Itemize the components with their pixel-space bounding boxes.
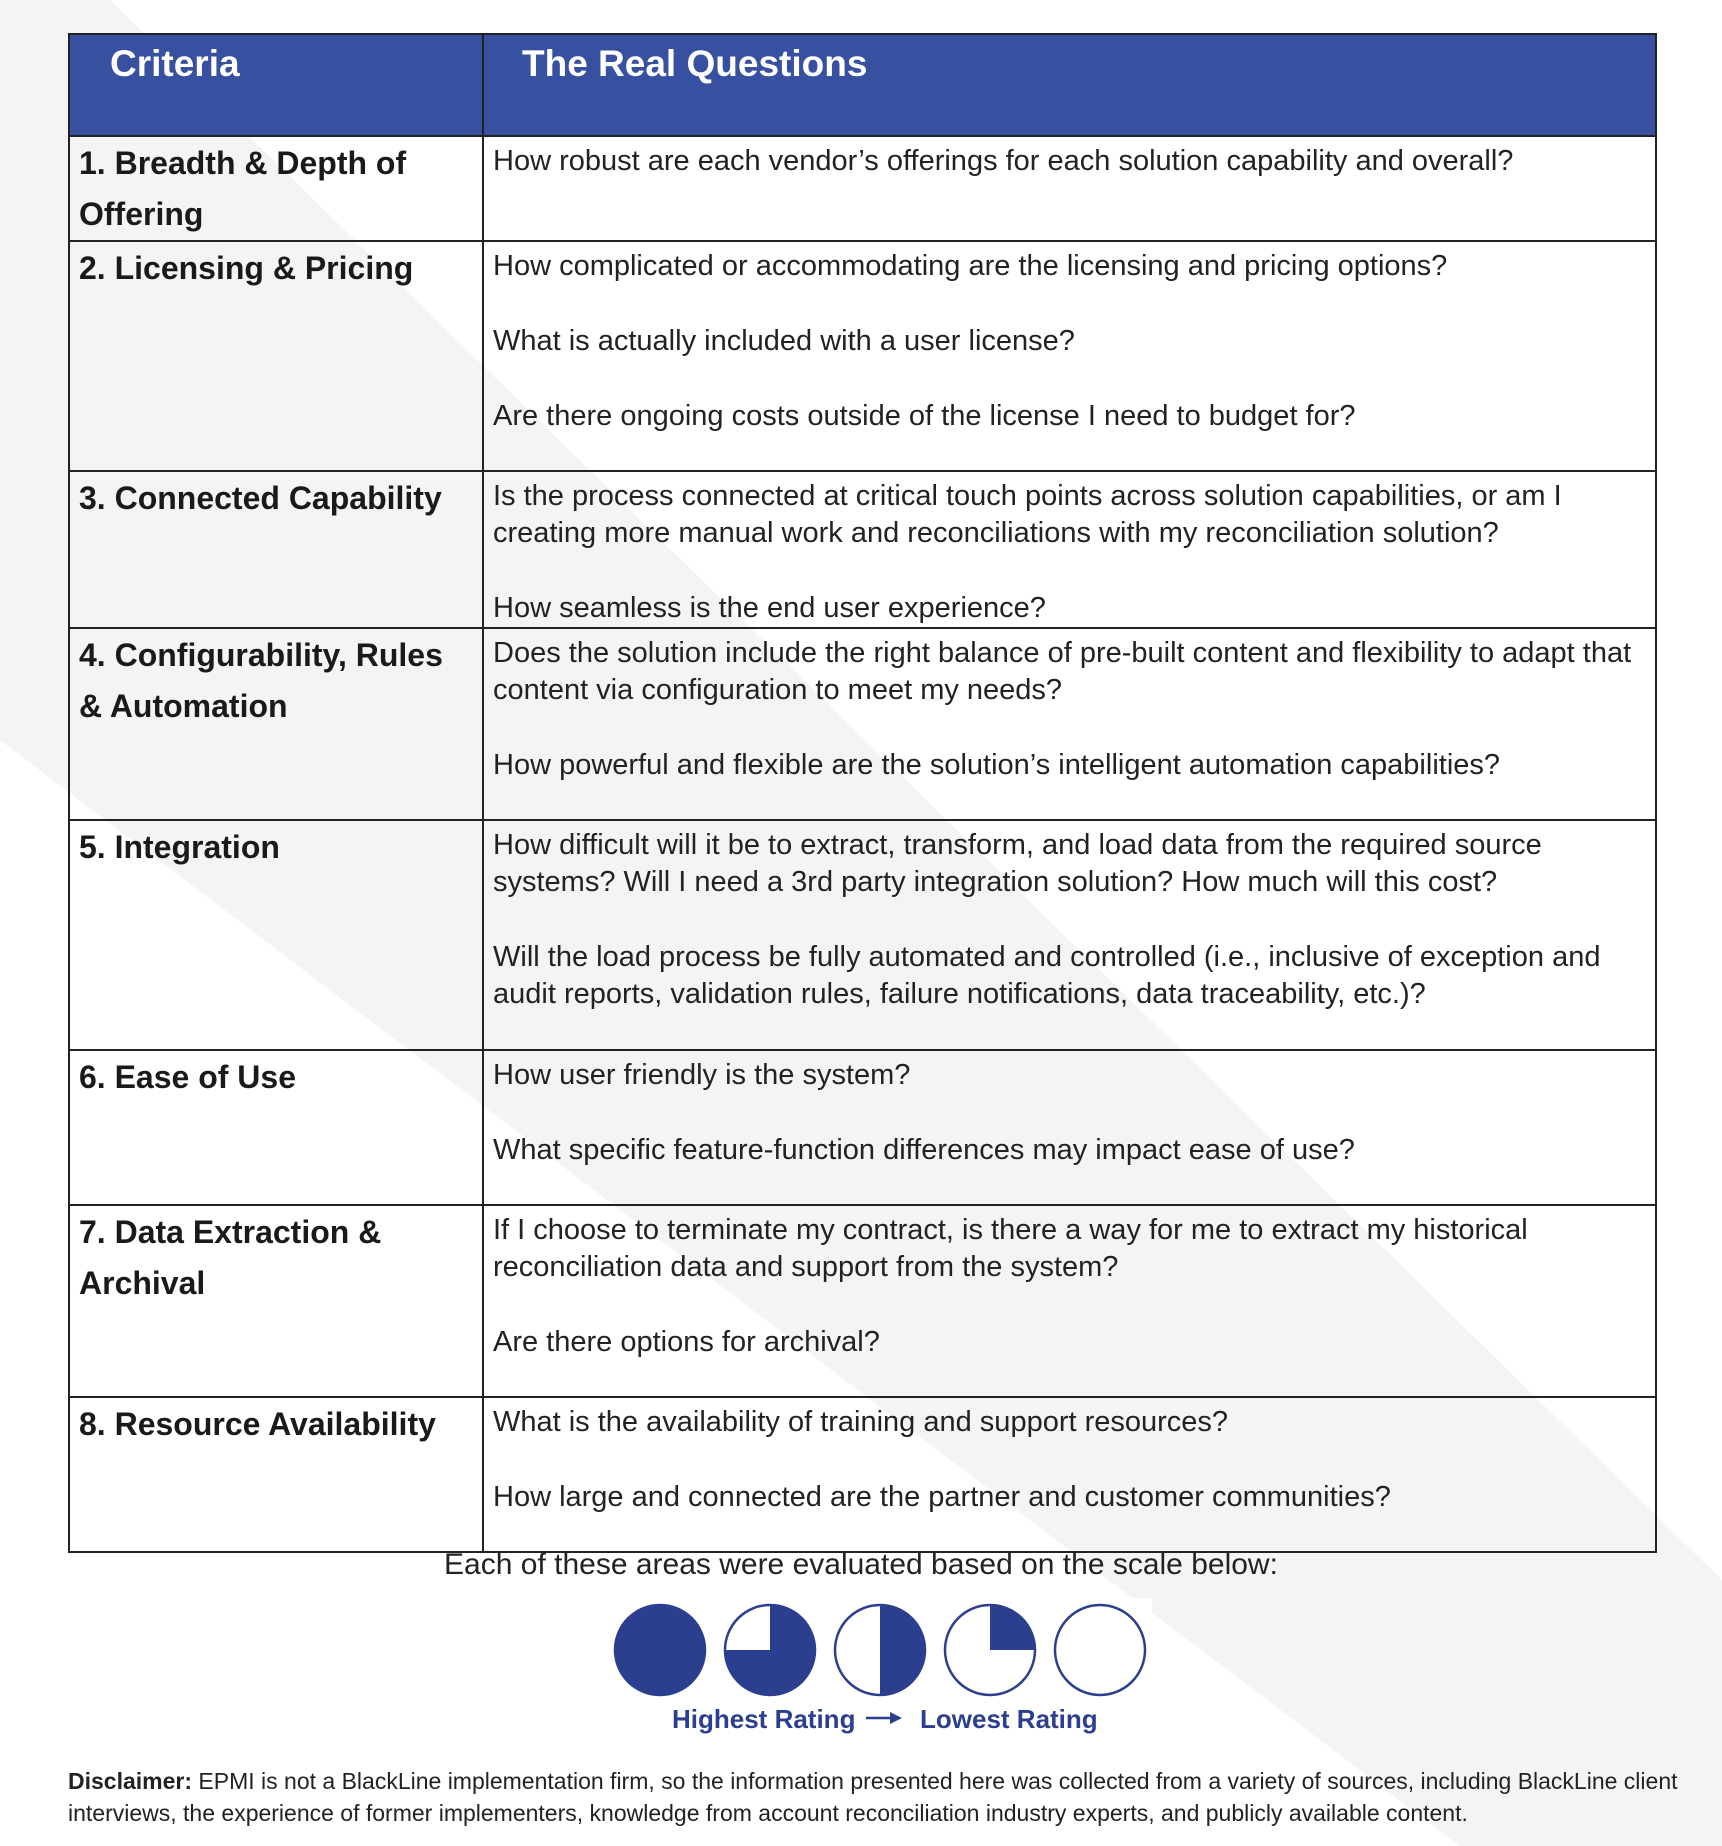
disclaimer-label: Disclaimer: <box>68 1768 193 1794</box>
lowest-rating-label: Lowest Rating <box>920 1704 1098 1734</box>
harvey-ball-empty-icon <box>1055 1605 1145 1695</box>
criterion-cell: 5. Integration <box>69 820 483 1050</box>
questions-cell <box>483 1205 1656 1397</box>
questions-header: The Real Questions <box>483 34 1656 136</box>
criterion-cell: 1. Breadth & Depth of Offering <box>69 136 483 241</box>
disclaimer-text: EPMI is not a BlackLine implementation firm, so the information presented here was collected from a variety of sources, including BlackLine client interviews, the experience of former implementers, knowledge from account reconciliation industry experts, and publicly available content. <box>68 1768 1678 1826</box>
questions-cell <box>483 1397 1656 1552</box>
arrow-right-icon <box>864 1710 904 1726</box>
harvey-ball-three-quarter-icon <box>725 1605 815 1695</box>
questions-cell <box>483 241 1656 471</box>
rating-scale-graphic <box>602 1598 1152 1702</box>
table-header-row <box>69 34 1656 136</box>
question-text: What specific feature-function differences may impact ease of use? <box>493 1134 1355 1166</box>
criterion-cell: 7. Data Extraction & Archival <box>69 1205 483 1397</box>
criteria-header: Criteria <box>69 34 483 136</box>
questions-cell <box>483 628 1656 820</box>
highest-rating-label: Highest Rating <box>672 1704 856 1734</box>
question-text: What is actually included with a user license? <box>493 325 1075 357</box>
question-text: How large and connected are the partner and customer communities? <box>493 1481 1391 1513</box>
table-row <box>69 241 1656 471</box>
question-text: What is the availability of training and support resources? <box>493 1406 1229 1438</box>
criterion-cell: 8. Resource Availability <box>69 1397 483 1552</box>
criterion-cell: 2. Licensing & Pricing <box>69 241 483 471</box>
question-text: Are there options for archival? <box>493 1326 880 1358</box>
table-row <box>69 1397 1656 1552</box>
question-text: How complicated or accommodating are the licensing and pricing options? <box>493 250 1448 282</box>
criterion-cell: 3. Connected Capability <box>69 471 483 628</box>
table-row <box>69 628 1656 820</box>
harvey-ball-quarter-icon <box>945 1605 1035 1695</box>
table-row <box>69 820 1656 1050</box>
questions-cell <box>483 471 1656 628</box>
question-text: Is the process connected at critical touch points across solution capabilities, or am I creating more manual work and reconciliations with my reconciliation solution? <box>493 480 1562 549</box>
table-row <box>69 471 1656 628</box>
disclaimer <box>68 1765 1698 1829</box>
question-text: Are there ongoing costs outside of the license I need to budget for? <box>493 400 1356 432</box>
question-text: If I choose to terminate my contract, is there a way for me to extract my historical reconciliation data and support from the system? <box>493 1214 1528 1283</box>
criteria-table <box>68 33 1657 1553</box>
question-text: Does the solution include the right balance of pre-built content and flexibility to adapt that content via configuration to meet my needs? <box>493 637 1632 706</box>
criterion-cell: 6. Ease of Use <box>69 1050 483 1205</box>
table-row <box>69 1205 1656 1397</box>
question-text: How powerful and flexible are the solution’s intelligent automation capabilities? <box>493 749 1501 781</box>
harvey-ball-half-icon <box>835 1605 925 1695</box>
question-text: Will the load process be fully automated and controlled (i.e., inclusive of exception and audit reports, validation rules, failure notifications, data traceability, etc.)? <box>493 941 1601 1010</box>
question-text: How robust are each vendor’s offerings for each solution capability and overall? <box>493 145 1514 177</box>
scale-caption: Each of these areas were evaluated based on the scale below: <box>444 1548 1278 1581</box>
questions-cell <box>483 136 1656 241</box>
table-row <box>69 1050 1656 1205</box>
questions-cell <box>483 820 1656 1050</box>
criterion-cell: 4. Configurability, Rules & Automation <box>69 628 483 820</box>
question-text: How user friendly is the system? <box>493 1059 911 1091</box>
question-text: How seamless is the end user experience? <box>493 592 1046 624</box>
questions-cell <box>483 1050 1656 1205</box>
harvey-ball-full-icon <box>615 1605 705 1695</box>
rating-scale <box>602 1598 1152 1736</box>
table-row <box>69 136 1656 241</box>
question-text: How difficult will it be to extract, transform, and load data from the required source systems? Will I need a 3rd party integration solution? How much will this cost? <box>493 829 1542 898</box>
